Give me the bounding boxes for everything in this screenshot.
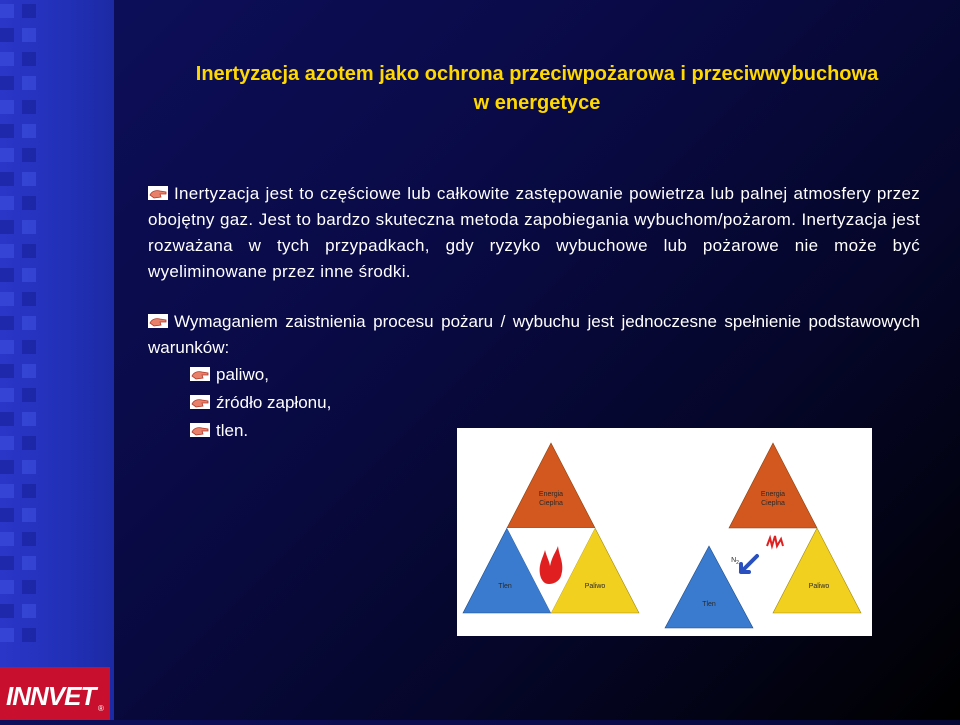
decorative-square	[0, 628, 14, 642]
fire-triangle-figure	[457, 428, 872, 636]
decorative-square	[22, 580, 36, 594]
fire-triangle-diagram	[457, 428, 872, 636]
decorative-square	[22, 196, 36, 210]
decorative-square	[0, 172, 14, 186]
decorative-square	[0, 196, 14, 210]
hand-pointer-icon	[190, 367, 210, 381]
decorative-square	[22, 316, 36, 330]
decorative-square	[22, 292, 36, 306]
decorative-square	[22, 28, 36, 42]
decorative-square	[0, 580, 14, 594]
decorative-square	[22, 172, 36, 186]
decorative-square	[0, 460, 14, 474]
condition-fuel: paliwo,	[216, 365, 269, 384]
tri-label: Cieplna	[761, 500, 785, 507]
decorative-square	[0, 148, 14, 162]
decorative-square	[22, 388, 36, 402]
decorative-square	[0, 268, 14, 282]
title-line: w energetyce	[473, 92, 601, 114]
heat-energy-triangle	[507, 443, 595, 528]
tri-label: Energia	[760, 491, 786, 498]
paragraph-text: Inertyzacja jest to częściowe lub całkowite zastępowanie powietrza lub palnej atmosfery przez obojętny gaz. Jest to bardzo skuteczna metoda zapobiegania wybuchom/pożarom. Inertyzacja jest rozważana w tych przypadkach, gdy ryzyko wybuchowe lub pożarowe nie może być wyeliminowane przez inne środki.	[148, 184, 920, 281]
decorative-square	[0, 76, 14, 90]
decorative-square	[22, 340, 36, 354]
decorative-square	[0, 556, 14, 570]
decorative-square	[22, 604, 36, 618]
tri-label: Paliwo	[584, 583, 606, 590]
tri-label: Cieplna	[539, 500, 563, 507]
fire-triangle-complete	[463, 443, 639, 613]
decorative-square	[22, 220, 36, 234]
list-item	[190, 362, 269, 388]
decorative-square	[22, 412, 36, 426]
logo-text: INNVET	[6, 681, 96, 711]
hand-pointer-icon	[148, 186, 168, 200]
fuel-triangle	[773, 528, 861, 613]
decorative-square	[22, 628, 36, 642]
decorative-square	[22, 508, 36, 522]
condition-ignition: źródło zapłonu,	[216, 393, 332, 412]
hand-pointer-icon	[148, 314, 168, 328]
decorative-square	[0, 52, 14, 66]
decorative-square	[22, 532, 36, 546]
decorative-square	[22, 4, 36, 18]
decorative-left-strip	[0, 0, 114, 720]
flame-icon	[767, 536, 783, 546]
decorative-square	[0, 28, 14, 42]
decorative-square	[22, 460, 36, 474]
decorative-square	[0, 532, 14, 546]
decorative-square	[0, 604, 14, 618]
condition-oxygen: tlen.	[216, 421, 249, 440]
decorative-square	[0, 508, 14, 522]
heat-energy-triangle	[729, 443, 817, 528]
slide-title	[114, 60, 960, 118]
decorative-square	[0, 412, 14, 426]
decorative-square	[0, 124, 14, 138]
decorative-square	[22, 244, 36, 258]
registered-mark: ®	[98, 704, 104, 713]
logo-graphic	[0, 667, 110, 720]
decorative-square	[22, 148, 36, 162]
title-line: Inertyzacja azotem jako ochrona przeciwpożarowa i przeciwwybuchowa	[195, 63, 879, 85]
tri-label: Energia	[538, 491, 564, 498]
decorative-square	[22, 52, 36, 66]
list-item	[190, 390, 331, 416]
decorative-square	[22, 268, 36, 282]
company-logo	[0, 667, 110, 720]
tri-label: Paliwo	[808, 583, 830, 590]
square-pattern	[0, 0, 18, 720]
fire-triangle-broken	[665, 443, 861, 628]
decorative-square	[0, 4, 14, 18]
decorative-square	[22, 364, 36, 378]
decorative-square	[22, 484, 36, 498]
square-pattern	[22, 0, 40, 720]
decorative-square	[22, 124, 36, 138]
decorative-square	[0, 436, 14, 450]
decorative-square	[0, 220, 14, 234]
decorative-square	[22, 556, 36, 570]
tri-label: Tlen	[498, 583, 512, 590]
decorative-square	[0, 340, 14, 354]
paragraph-definition	[148, 181, 920, 285]
hand-pointer-icon	[190, 423, 210, 437]
decorative-square	[0, 316, 14, 330]
decorative-square	[0, 244, 14, 258]
tri-label: Tlen	[702, 601, 716, 608]
hand-pointer-icon	[190, 395, 210, 409]
decorative-square	[22, 76, 36, 90]
arrow-icon	[741, 556, 757, 572]
decorative-square	[0, 100, 14, 114]
oxygen-triangle	[665, 546, 753, 628]
decorative-square	[0, 484, 14, 498]
paragraph-text: Wymaganiem zaistnienia procesu pożaru / wybuchu jest jednoczesne spełnienie podstawowych warunków:	[148, 312, 920, 357]
decorative-square	[22, 100, 36, 114]
paragraph-conditions	[148, 309, 920, 361]
list-item	[190, 418, 248, 444]
nitrogen-label: $N_2$	[731, 557, 739, 566]
decorative-square	[0, 388, 14, 402]
decorative-square	[0, 292, 14, 306]
decorative-square	[0, 364, 14, 378]
decorative-square	[22, 436, 36, 450]
